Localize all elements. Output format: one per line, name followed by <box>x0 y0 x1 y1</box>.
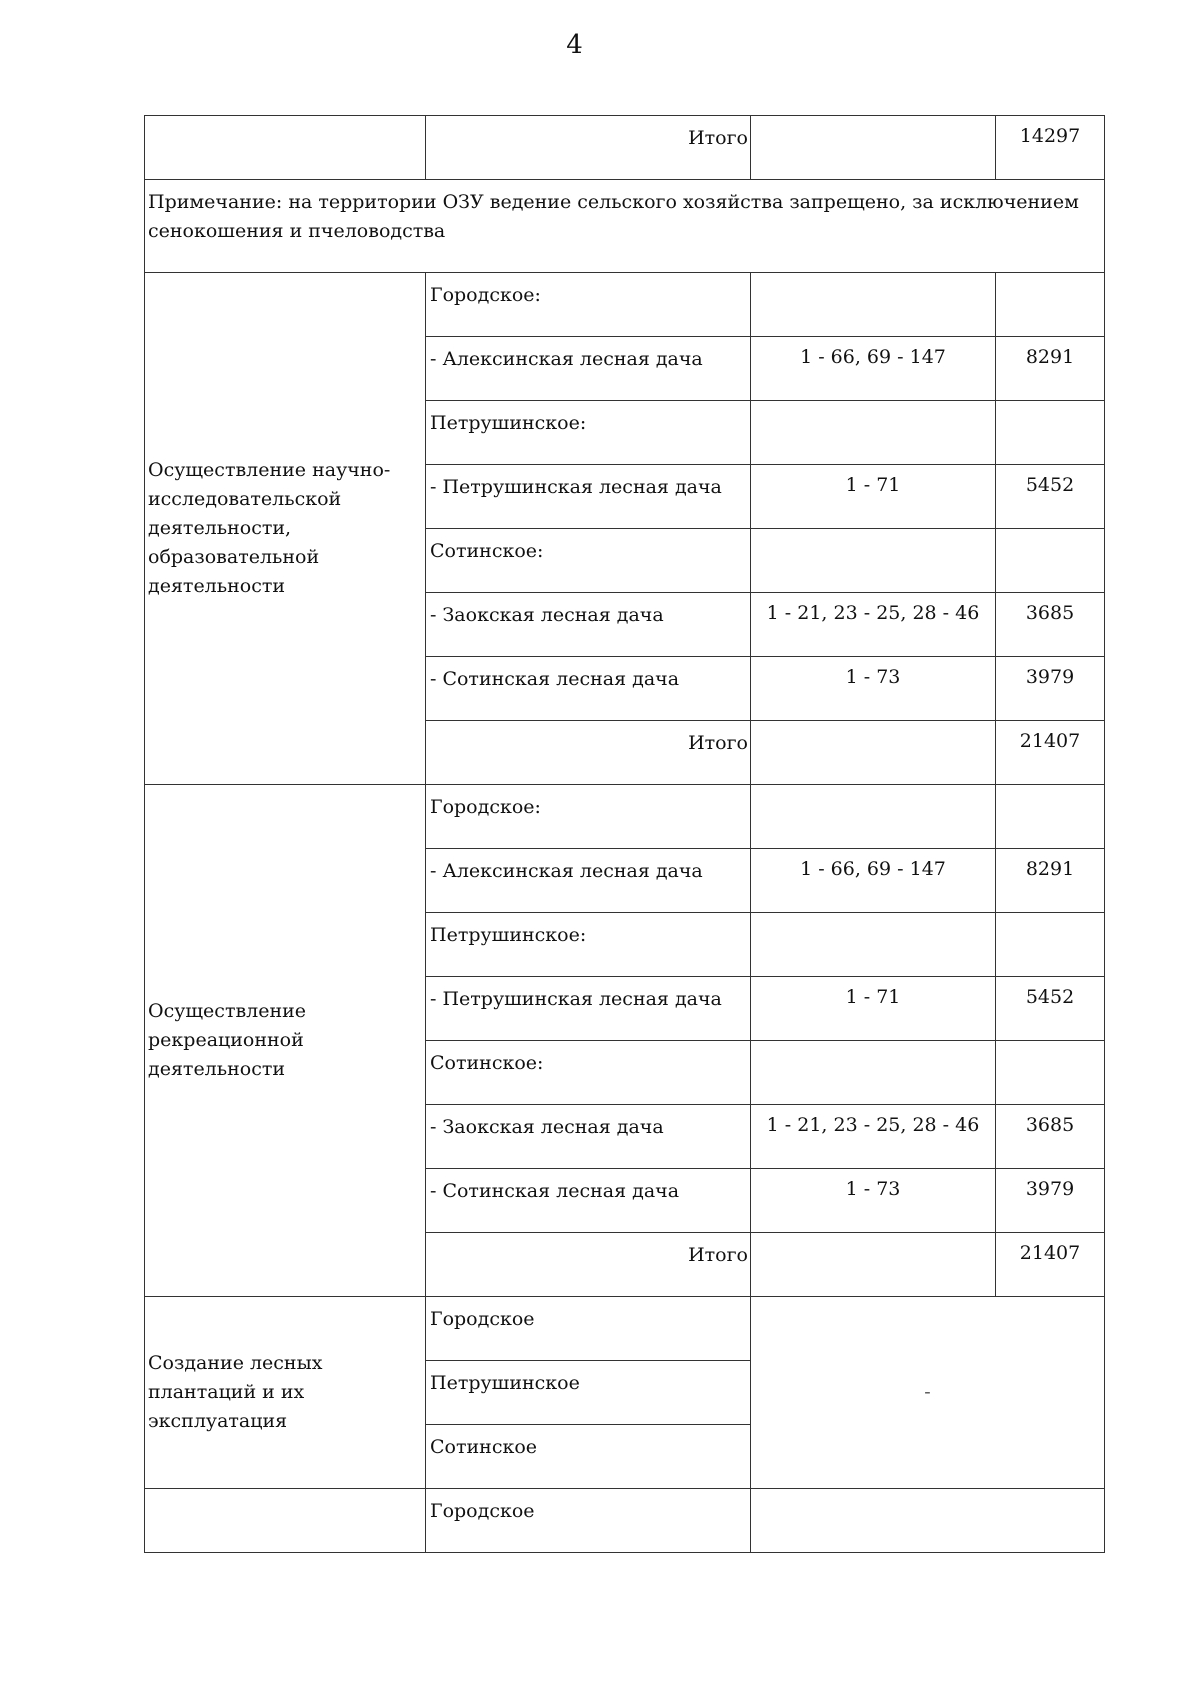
object-cell: - Заокская лесная дача <box>426 593 751 657</box>
quarters-cell: 1 - 66, 69 - 147 <box>751 337 996 401</box>
quarters-cell <box>751 1041 996 1105</box>
activity-cell <box>145 116 426 180</box>
object-cell: Петрушинское: <box>426 913 751 977</box>
quarters-cell: 1 - 73 <box>751 1169 996 1233</box>
area-cell: 3979 <box>996 657 1105 721</box>
quarters-cell: 1 - 73 <box>751 657 996 721</box>
table-row <box>145 273 1105 337</box>
total-label: Итого <box>426 1233 751 1297</box>
total-value: 21407 <box>996 1233 1105 1297</box>
quarters-cell <box>751 721 996 785</box>
note-text: Примечание: на территории ОЗУ ведение сельского хозяйства запрещено, за исключением сенокошения и пчеловодства <box>145 180 1105 273</box>
area-cell: 8291 <box>996 849 1105 913</box>
object-cell: Петрушинское <box>426 1361 751 1425</box>
total-value: 21407 <box>996 721 1105 785</box>
object-cell: Сотинское <box>426 1425 751 1489</box>
object-cell: Городское: <box>426 785 751 849</box>
object-cell: - Петрушинская лесная дача <box>426 465 751 529</box>
area-cell: 5452 <box>996 465 1105 529</box>
object-cell: Сотинское: <box>426 1041 751 1105</box>
object-cell: - Сотинская лесная дача <box>426 1169 751 1233</box>
object-cell: Городское <box>426 1297 751 1361</box>
object-cell: Сотинское: <box>426 529 751 593</box>
object-cell: Городское: <box>426 273 751 337</box>
object-cell: Петрушинское: <box>426 401 751 465</box>
page-number: 4 <box>566 30 583 60</box>
quarters-cell <box>751 785 996 849</box>
area-cell: 3979 <box>996 1169 1105 1233</box>
object-cell: - Заокская лесная дача <box>426 1105 751 1169</box>
total-label: Итого <box>426 116 751 180</box>
activity-cell: Осуществление научно-исследовательской деятельности, образовательной деятельности <box>145 273 426 785</box>
area-cell: 3685 <box>996 1105 1105 1169</box>
quarters-cell: 1 - 71 <box>751 977 996 1041</box>
note-row <box>145 180 1105 273</box>
object-cell: - Петрушинская лесная дача <box>426 977 751 1041</box>
area-cell <box>996 529 1105 593</box>
merged-value-cell <box>751 1489 1105 1553</box>
area-cell <box>996 273 1105 337</box>
object-cell: Городское <box>426 1489 751 1553</box>
table-row <box>145 785 1105 849</box>
area-cell: 3685 <box>996 593 1105 657</box>
quarters-cell: 1 - 21, 23 - 25, 28 - 46 <box>751 1105 996 1169</box>
table-row <box>145 116 1105 180</box>
area-cell <box>996 913 1105 977</box>
quarters-cell: 1 - 66, 69 - 147 <box>751 849 996 913</box>
area-cell <box>996 1041 1105 1105</box>
table-row <box>145 1489 1105 1553</box>
merged-value-cell: - <box>751 1297 1105 1489</box>
quarters-cell <box>751 1233 996 1297</box>
area-cell: 8291 <box>996 337 1105 401</box>
object-cell: - Алексинская лесная дача <box>426 337 751 401</box>
total-value: 14297 <box>996 116 1105 180</box>
table-row <box>145 1297 1105 1361</box>
area-cell <box>996 401 1105 465</box>
quarters-cell <box>751 401 996 465</box>
activity-cell <box>145 1489 426 1553</box>
quarters-cell <box>751 273 996 337</box>
quarters-cell: 1 - 71 <box>751 465 996 529</box>
object-cell: - Сотинская лесная дача <box>426 657 751 721</box>
quarters-cell: 1 - 21, 23 - 25, 28 - 46 <box>751 593 996 657</box>
area-cell <box>996 785 1105 849</box>
quarters-cell <box>751 116 996 180</box>
activity-cell: Создание лесных плантаций и их эксплуатация <box>145 1297 426 1489</box>
total-label: Итого <box>426 721 751 785</box>
area-cell: 5452 <box>996 977 1105 1041</box>
object-cell: - Алексинская лесная дача <box>426 849 751 913</box>
quarters-cell <box>751 913 996 977</box>
forest-use-table <box>144 115 1105 1553</box>
activity-cell: Осуществление рекреационной деятельности <box>145 785 426 1297</box>
quarters-cell <box>751 529 996 593</box>
